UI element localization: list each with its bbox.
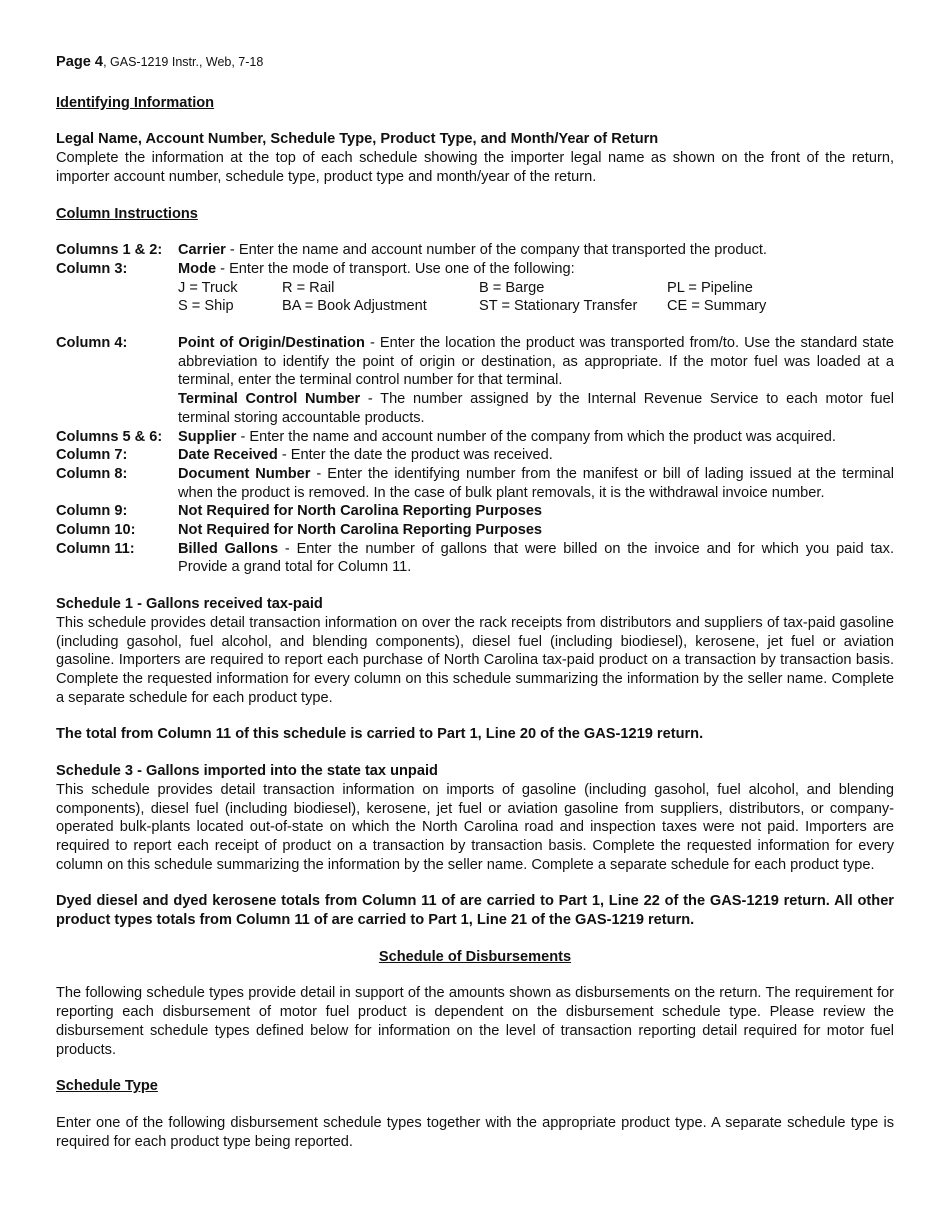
column-4-row [56,334,894,428]
column-instructions-heading: Column Instructions [56,205,198,222]
column-text: - Enter the number of gallons that were billed on the invoice and for which you paid tax. Provide a grand total for Column 11. [178,540,894,576]
page-header [56,53,894,72]
mode-code: BA = Book Adjustment [282,298,427,315]
column-text: - Enter the location the product was transported from/to. Use the standard state abbreviation to identify the point of origin or destination, as appropriate. If the motor fuel was loaded at a terminal, enter the terminal control number for that terminal. [178,335,894,389]
column-label: Column 11: [56,540,135,557]
schedule-type-heading: Schedule Type [56,1078,158,1095]
column-9-row [56,502,894,521]
column-term: Carrier [178,242,226,259]
column-11-row [56,540,894,577]
column-term: Billed Gallons [178,540,279,557]
mode-code: B = Barge [479,279,545,296]
column-5-6-row [56,428,894,447]
identifying-text: Complete the information at the top of each schedule showing the importer legal name as shown on the front of the return, importer account number, schedule type, product type and month/year of the return. [56,150,894,185]
form-id: , GAS-1219 Instr., Web, 7-18 [103,55,264,69]
column-term: Mode [178,260,217,277]
schedule-3-total-note: Dyed diesel and dyed kerosene totals from Column 11 of are carried to Part 1, Line 22 of the GAS-1219 return. All other product types totals from Column 11 of are carried to Part 1, Line 21 of the GAS-1219 return. [56,893,894,929]
column-text: - Enter the date the product was received. [277,447,553,464]
column-term: Point of Origin/Destination [178,335,365,352]
mode-code: CE = Summary [667,298,767,315]
column-text: - Enter the name and account number of the company that transported the product. [225,242,767,259]
column-text: - Enter the mode of transport. Use one of the following: [216,260,575,277]
column-term: Document Number [178,465,311,482]
identifying-heading: Identifying Information [56,94,215,111]
disbursements-text: The following schedule types provide detail in support of the amounts shown as disbursements on the return. The requirement for reporting each disbursement of motor fuel product is dependent on the disbursement schedule type. Please review the disbursement schedule types defined below for information on the level of transaction reporting detail required for motor fuel products. [56,985,894,1058]
mode-code: PL = Pipeline [667,279,753,296]
column-label: Column 10: [56,522,136,539]
mode-code: ST = Stationary Transfer [479,298,638,315]
column-label: Column 4: [56,335,128,352]
page-number: Page 4 [56,54,104,70]
schedule-1-text: This schedule provides detail transaction information on over the rack receipts from distributors and suppliers of tax-paid gasoline (including gasohol, fuel alcohol, and blending components), diesel fuel (including biodiesel), kerosene, jet fuel or aviation gasoline. Importers are required to report each purchase of North Carolina tax-paid product on a transaction by transaction basis. Complete the requested information for every column on this schedule summarizing the information by the seller name. Complete a separate schedule for each product type. [56,614,894,706]
column-term: Date Received [178,447,278,464]
column-8-row [56,465,894,502]
column-text: - The number assigned by the Internal Revenue Service to each motor fuel terminal storing accountable products. [178,391,894,426]
mode-code: R = Rail [282,279,335,296]
schedule-3-heading: Schedule 3 - Gallons imported into the state tax unpaid [56,763,438,780]
column-term: Not Required for North Carolina Reporting Purposes [178,522,543,539]
mode-codes-grid [178,279,894,316]
schedule-3-text: This schedule provides detail transaction information on imports of gasoline (including gasohol, fuel alcohol, and blending components), diesel fuel (including biodiesel), kerosene, jet fuel or aviation gasoline from suppliers, distributors, or company-operated bulk-plants located out-of-state on which the North Carolina road and inspection taxes were not paid. Importers are required to report each receipt of product on a transaction by transaction basis. Complete the requested information for every column on this schedule summarizing the information by the seller name. Complete a separate schedule for each product type. [56,781,894,873]
column-3-row [56,260,894,316]
column-text: - Enter the identifying number from the manifest or bill of lading issued at the terminal when the product is removed. In the case of bulk plant removals, it is the withdrawal invoice number. [178,465,895,501]
column-label: Column 9: [56,503,128,520]
column-7-row [56,446,894,465]
column-label: Column 8: [56,465,128,482]
schedule-1-heading: Schedule 1 - Gallons received tax-paid [56,596,323,613]
column-label: Columns 1 & 2: [56,242,163,259]
column-label: Columns 5 & 6: [56,428,163,445]
mode-code: S = Ship [178,298,234,315]
column-10-row [56,521,894,540]
column-term: Supplier [178,428,237,445]
schedule-type-text: Enter one of the following disbursement schedule types together with the appropriate product type. A separate schedule type is required for each product type being reported. [56,1114,894,1150]
schedule-1-total-note: The total from Column 11 of this schedule is carried to Part 1, Line 20 of the GAS-1219 return. [56,726,704,743]
document-page [56,53,894,1151]
column-label: Column 7: [56,447,128,464]
disbursements-heading: Schedule of Disbursements [378,948,572,965]
column-1-2-row [56,241,894,260]
column-term: Terminal Control Number [178,391,361,408]
column-label: Column 3: [56,260,128,277]
mode-code: J = Truck [178,279,238,296]
identifying-subheading: Legal Name, Account Number, Schedule Type, Product Type, and Month/Year of Return [56,131,659,148]
column-term: Not Required for North Carolina Reporting Purposes [178,503,543,520]
column-text: - Enter the name and account number of the company from which the product was acquired. [236,428,836,445]
